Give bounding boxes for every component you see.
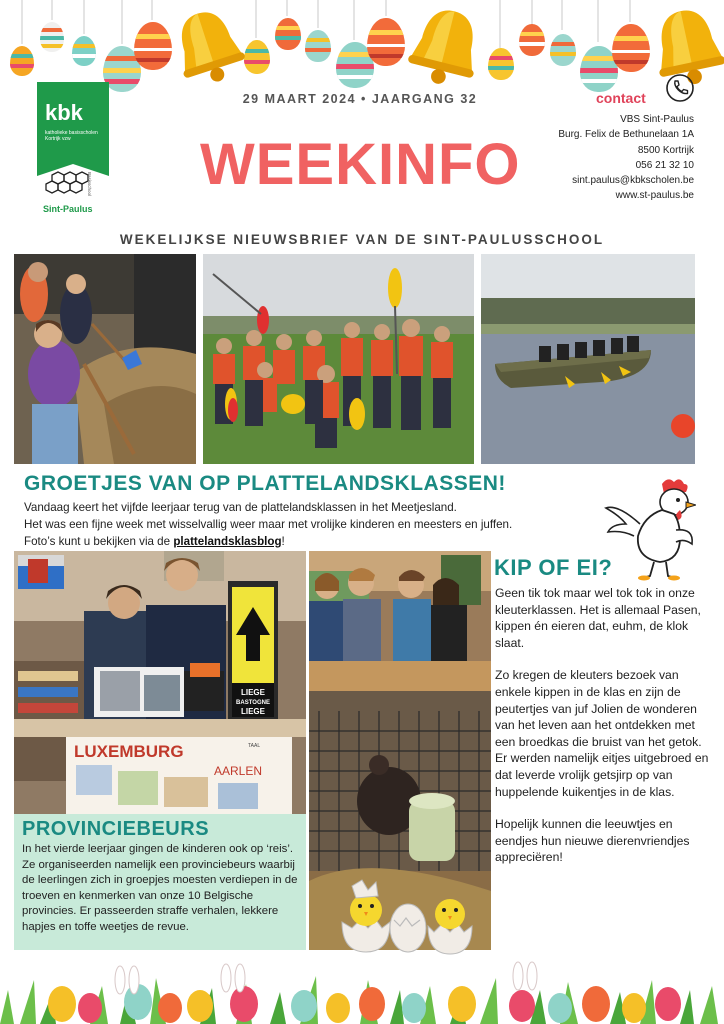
contact-street: Burg. Felix de Bethunelaan 1A bbox=[558, 129, 694, 141]
sign-luxemburg: LUXEMBURG bbox=[74, 742, 184, 761]
contact-phone: 056 21 32 10 bbox=[635, 159, 694, 171]
easter-grass-border-icon bbox=[0, 950, 724, 1024]
bell-icon bbox=[404, 4, 488, 90]
plattelandsklassen-line-1: Vandaag keert het vijfde leerjaar terug van de plattelandsklassen in het Meetjesland. bbox=[24, 501, 457, 514]
easter-egg-decoration bbox=[550, 34, 576, 66]
photo-canoe-on-water bbox=[481, 254, 695, 464]
plattelandsklassen-text bbox=[24, 499, 624, 550]
plattelandsklassen-heading: GROETJES VAN OP PLATTELANDSKLASSEN! bbox=[24, 472, 506, 495]
easter-egg-decoration bbox=[519, 24, 545, 56]
school-logo-tag: Basisschool bbox=[87, 172, 92, 197]
sign-liege-2: LIEGE bbox=[240, 707, 266, 716]
kip-of-ei-heading: KIP OF EI? bbox=[494, 555, 613, 580]
sign-bastogne: BASTOGNE bbox=[236, 700, 270, 706]
photo-provinciebeurs-stand bbox=[14, 551, 306, 815]
plattelandsklassen-line-3 bbox=[24, 533, 624, 550]
photo-group-with-paddles bbox=[203, 254, 474, 464]
easter-egg-decoration bbox=[612, 24, 650, 72]
easter-egg-decoration bbox=[72, 36, 96, 66]
easter-egg-decoration bbox=[40, 22, 64, 52]
easter-egg-decoration bbox=[488, 48, 514, 80]
chicken-illustration-icon bbox=[604, 474, 696, 582]
easter-egg-decoration bbox=[134, 22, 172, 70]
sign-aarlen: AARLEN bbox=[214, 764, 263, 778]
phone-icon bbox=[664, 72, 696, 104]
hatching-chicks-illustration-icon bbox=[338, 876, 478, 956]
kbk-logo bbox=[37, 82, 109, 164]
plattelandsklassen-line-2: Het was een fijne week met wisselvallig weer maar met vrolijke kinderen en meesters en juffen. bbox=[24, 518, 513, 531]
provinciebeurs-box bbox=[14, 814, 306, 950]
issue-date: 29 MAART 2024 • JAARGANG 32 bbox=[242, 92, 478, 106]
line-3-suffix: ! bbox=[281, 535, 285, 548]
contact-city: 8500 Kortrijk bbox=[637, 144, 694, 156]
contact-school-name: VBS Sint-Paulus bbox=[620, 114, 694, 125]
bell-icon bbox=[168, 6, 248, 88]
kbk-logo-subtext: katholieke basisscholen Kortrijk vzw bbox=[45, 130, 98, 142]
photo-stable-children bbox=[14, 254, 196, 464]
contact-email[interactable]: sint.paulus@kbkscholen.be bbox=[572, 175, 694, 187]
kip-paragraph-1: Geen tik tok maar wel tok tok in onze kleuterklassen. Het is allemaal Pasen, kippen én eieren dat, euhm, de klok slaat. bbox=[495, 586, 701, 650]
easter-egg-decoration bbox=[367, 18, 405, 66]
sign-liege: LIEGE bbox=[240, 688, 266, 697]
contact-heading: contact bbox=[596, 90, 646, 106]
easter-egg-decoration bbox=[305, 30, 331, 62]
newsletter-subtitle: WEKELIJKSE NIEUWSBRIEF VAN DE SINT-PAULUSSCHOOL bbox=[119, 232, 605, 247]
kip-of-ei-text bbox=[495, 585, 709, 882]
easter-egg-decoration bbox=[275, 18, 301, 50]
provinciebeurs-heading: PROVINCIEBEURS bbox=[22, 818, 210, 840]
kip-paragraph-3: Hopelijk kunnen die leeuwtjes en eendjes hun nieuwe dierenvriendjes appreciëren! bbox=[495, 817, 690, 865]
school-logo-text: Sint-Paulus bbox=[43, 204, 93, 214]
easter-egg-decoration bbox=[10, 46, 34, 76]
kip-paragraph-2: Zo kregen de kleuters bezoek van enkele kippen in de klas en zijn de peutertjes van juf Jolien de wonderen van het leven aan het ontdekken met een broedkas die bruist van het getok. Er werden namelijk eitjes uitgebroed en dat leverde vrolijk getsjirp op van huppelende kuikentjes in de klas. bbox=[495, 668, 709, 799]
contact-website[interactable]: www.st-paulus.be bbox=[615, 190, 694, 202]
contact-details bbox=[558, 112, 694, 204]
provinciebeurs-text: In het vierde leerjaar gingen de kinderen ook op ‘reis’. Ze organiseerden namelijk een provinciebeurs waarbij de leerlingen zich in groepjes moesten verdiepen in de troeven en kenmerken van onze 10 Belgische provincies. Er passeerden straffe verhalen, lekkere hapjes en toffe weetjes de revue. bbox=[22, 843, 298, 933]
line-3-prefix: Foto’s kunt u bekijken via de bbox=[24, 535, 174, 548]
page-title: WEEKINFO bbox=[200, 132, 521, 197]
sign-taal: TAAL bbox=[248, 743, 261, 749]
plattelandsklasblog-link[interactable]: plattelandsklasblog bbox=[173, 535, 282, 548]
kbk-logo-text: kbk bbox=[45, 100, 83, 125]
